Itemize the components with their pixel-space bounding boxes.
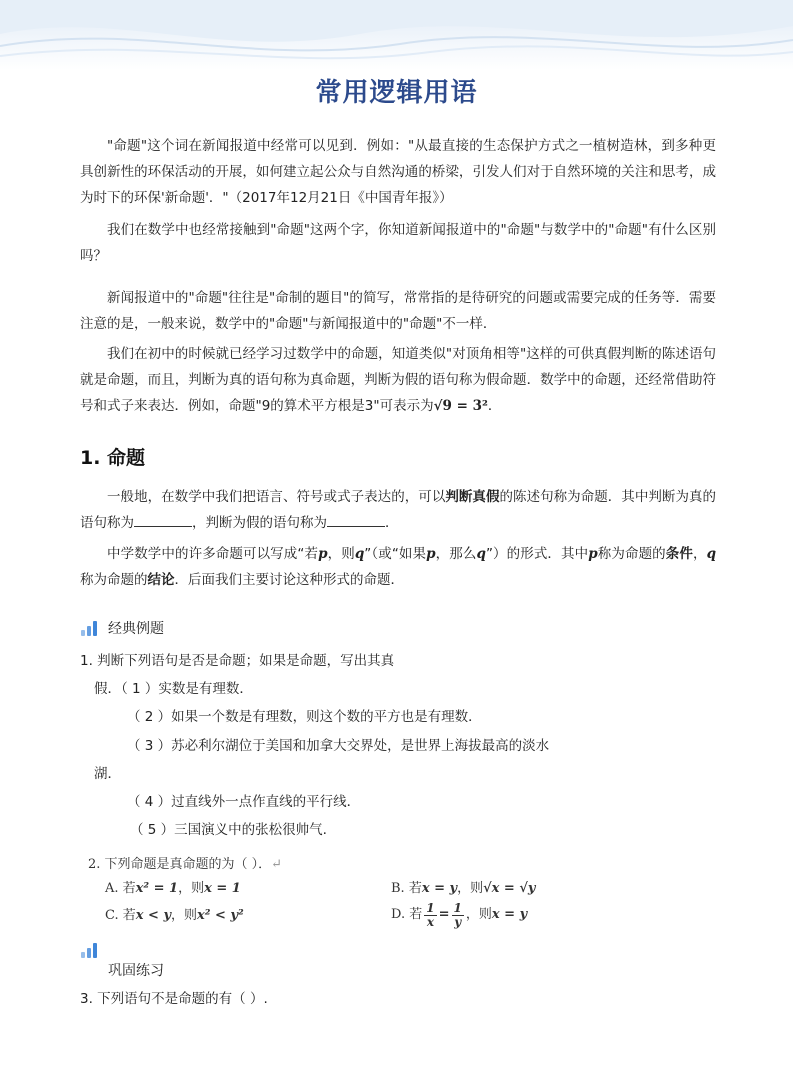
math-p: p [426,546,436,562]
option-b-math-1: x = y [421,881,458,896]
option-a-prefix: A. 若 [105,881,136,896]
fraction-1-over-y [452,902,464,929]
blank-false-proposition[interactable] [327,512,385,527]
section-heading-proposition: 1. 命题 [80,447,146,469]
option-b-mid: ，则 [457,881,484,896]
definition-text-d: ． [385,515,399,531]
intro-paragraph-2: 我们在数学中也经常接触到"命题"这两个字，你知道新闻报道中的"命题"与数学中的"命题"有什么区别吗？ [80,222,716,264]
sqrt-formula: √9 = 3² [433,398,488,414]
fraction-denominator: x [426,914,434,929]
definition-text-a: 一般地，在数学中我们把语言、符号或式子表达的，可以 [107,489,446,505]
question-1-item-4: （ 4 ）过直线外一点作直线的平行线． [127,794,361,810]
bar-chart-icon [80,942,98,958]
return-mark-icon: ↵ [271,857,283,872]
question-1-item-3: （ 3 ）苏必利尔湖位于美国和加拿大交界处，是世界上海拔最高的淡水 [127,738,550,754]
bar-chart-icon [80,620,98,636]
intro-paragraph-3: 新闻报道中的"命题"往往是"命制的题目"的简写，常常指的是待研究的问题或需要完成的任务等．需要注意的是，一般来说，数学中的"命题"与新闻报道中的"命题"不一样． [80,290,716,332]
option-b-prefix: B. 若 [391,881,422,896]
condition-text-b: ，则 [327,546,355,562]
option-a-mid: ，则 [178,881,205,896]
question-2-option-a[interactable] [105,879,241,899]
math-q: q [354,546,365,562]
condition-paragraph [80,541,716,593]
option-c-math-2: x² < y² [197,908,244,923]
definition-text-b: 的陈述句称为命题．其中判断为真的语句称为 [80,489,717,531]
fraction-denominator: y [454,914,462,929]
fraction-numerator: 1 [426,900,435,915]
fraction-1-over-x [424,902,436,929]
math-q: q [476,546,486,562]
option-c-mid: ，则 [171,908,198,923]
question-1-stem: 1. 判断下列语句是否是命题；如果是命题，写出其真 [80,653,395,669]
page-title: 常用逻辑用语 [315,78,478,108]
examples-label [80,618,164,638]
question-2-option-c[interactable] [105,906,244,926]
condition-text-g: ， [692,546,707,562]
equals-sign: = [438,907,450,922]
term-condition: 条件 [665,546,693,562]
definition-text-c: ，判断为假的语句称为 [192,515,327,531]
question-1-item-1: 假．（ 1 ）实数是有理数． [94,681,253,697]
question-2-option-d[interactable] [391,898,527,932]
definition-bold-term: 判断真假 [445,489,500,505]
question-1-item-2: （ 2 ）如果一个数是有理数，则这个数的平方也是有理数． [127,709,482,725]
term-conclusion: 结论 [147,572,175,588]
math-p: p [318,546,328,562]
option-c-prefix: C. 若 [105,908,136,923]
condition-text-a: 中学数学中的许多命题可以写成“若 [107,546,319,562]
condition-text-c: ”（或“如果 [364,546,427,562]
intro-paragraph-4-end: ． [487,398,502,414]
option-c-math-1: x < y [135,908,171,923]
question-1-item-3-end: 湖． [94,766,121,782]
question-2-stem-text: 2. 下列命题是真命题的为（ ）． [88,857,272,872]
option-d-mid: ，则 [465,907,492,922]
fraction-numerator: 1 [453,900,462,915]
option-a-math-1: x² = 1 [135,881,179,896]
question-2-stem [88,855,282,875]
practice-label [80,942,164,980]
math-q: q [706,546,717,562]
condition-text-d: ，那么 [435,546,477,562]
condition-text-i: ．后面我们主要讨论这种形式的命题． [174,572,404,588]
condition-text-e: ”）的形式．其中 [485,546,589,562]
header-wave-decoration [0,0,793,70]
option-d-math-2: x = y [491,907,528,922]
intro-paragraph-4 [80,341,716,419]
intro-paragraph-4-text: 我们在初中的时候就已经学习过数学中的命题，知道类似"对顶角相等"这样的可供真假判断的陈述语句就是命题，而且，判断为真的语句称为真命题，判断为假的语句称为假命题．数学中的命题，还经常借助符号和式子来表达．例如，命题"9的算术平方根是3"可表示为 [80,346,716,414]
option-b-math-2: √x = √y [483,881,536,896]
option-d-prefix: D. 若 [391,907,423,922]
question-2-option-b[interactable] [391,879,535,899]
question-1-item-5: （ 5 ）三国演义中的张松很帅气. [130,822,327,838]
math-p: p [588,546,598,562]
blank-true-proposition[interactable] [134,512,192,527]
intro-paragraph-1: "命题"这个词在新闻报道中经常可以见到．例如："从最直接的生态保护方式之一植树造林，到多种更具创新性的环保活动的开展，如何建立起公众与自然沟通的桥梁，引发人们对于自然环境的关注和思考，成为时下的环保'新命题'．"（2017年12月21日《中国青年报》） [80,138,716,206]
examples-label-text: 经典例题 [108,621,164,637]
condition-text-f: 称为命题的 [597,546,666,562]
practice-label-text: 巩固练习 [108,963,164,979]
condition-text-h: 称为命题的 [80,572,148,588]
definition-paragraph [80,484,716,536]
option-a-math-2: x = 1 [204,881,241,896]
question-3-stem: 3. 下列语句不是命题的有（ ）. [80,991,268,1007]
